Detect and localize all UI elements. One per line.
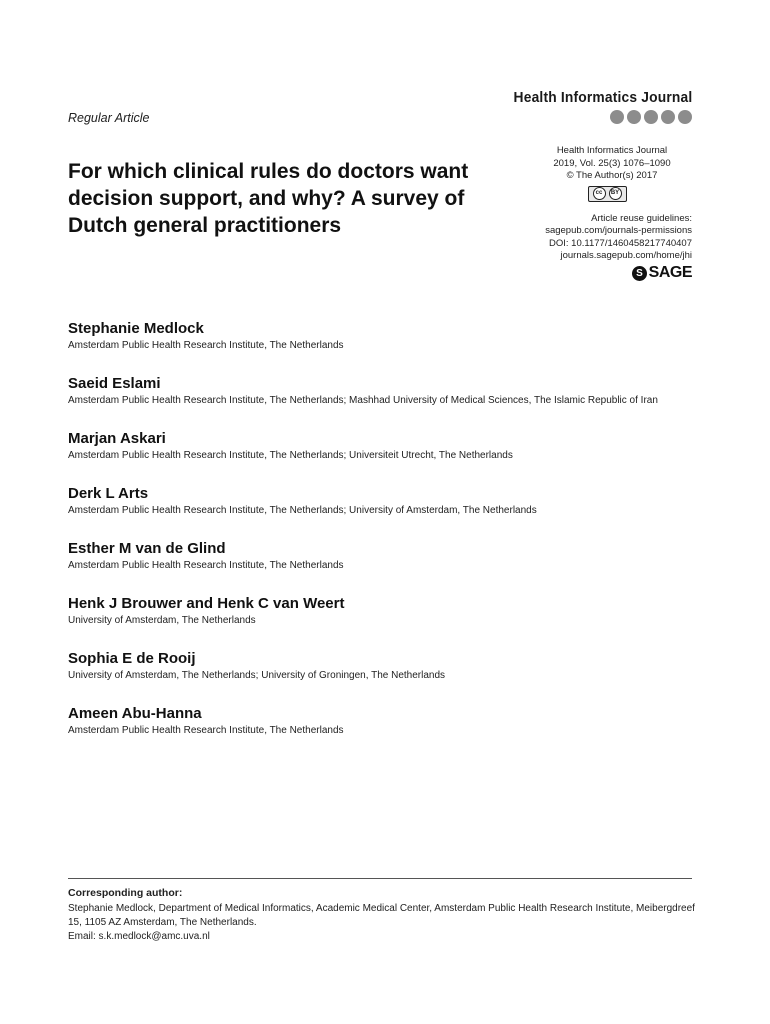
author-name: Sophia E de Rooij [68,650,196,667]
author-name: Esther M van de Glind [68,540,226,557]
dot-icon [610,110,624,124]
author-affiliation: University of Amsterdam, The Netherlands [68,615,256,626]
author-name: Derk L Arts [68,485,149,502]
sage-logo [632,263,692,281]
author-entry [68,650,708,683]
author-entry [68,320,708,353]
author-affiliation: Amsterdam Public Health Research Institute, The Netherlands [68,340,344,351]
sage-mark-icon: S [632,266,647,281]
meta-reuse-label: Article reuse guidelines: [591,212,692,224]
author-name: Marjan Askari [68,430,166,447]
journal-name-header: Health Informatics Journal [513,89,692,106]
meta-copyright: © The Author(s) 2017 [566,170,658,181]
author-affiliation: Amsterdam Public Health Research Institute, The Netherlands; University of Amsterdam, The Netherlands [68,505,537,516]
author-entry [68,430,708,463]
article-meta [452,145,692,281]
meta-citation: 2019, Vol. 25(3) 1076–1090 [553,157,671,169]
author-entry [68,375,708,408]
author-entry [68,595,708,628]
attribution-icon: BY [609,187,622,200]
author-affiliation: University of Amsterdam, The Netherlands; University of Groningen, The Netherlands [68,670,446,681]
author-entry [68,485,708,518]
author-affiliation: Amsterdam Public Health Research Institute, The Netherlands [68,725,344,736]
author-entry [68,705,708,738]
author-affiliation: Amsterdam Public Health Research Institute, The Netherlands [68,560,344,571]
meta-citation-block [532,145,692,205]
author-list [68,320,708,760]
dot-icon [678,110,692,124]
author-name: Ameen Abu-Hanna [68,705,202,722]
author-entry [68,540,708,573]
dot-icon [627,110,641,124]
cc-icon: cc [593,187,606,200]
footnote-divider [68,878,692,879]
author-affiliation: Amsterdam Public Health Research Institute, The Netherlands; Mashhad University of Medical Sciences, The Islamic Republic of Iran [68,395,658,406]
corresponding-author-email[interactable]: Email: s.k.medlock@amc.uva.nl [68,931,210,942]
author-name: Henk J Brouwer and Henk C van Weert [68,595,345,612]
meta-reuse-link[interactable]: sagepub.com/journals-permissions [545,225,692,236]
author-name: Saeid Eslami [68,375,161,392]
meta-journal: Health Informatics Journal [556,145,668,156]
dot-icon [661,110,675,124]
article-title: For which clinical rules do doctors want decision support, and why? A survey of Dutch general practitioners [68,160,469,237]
corresponding-author [68,886,698,944]
article-type: Regular Article [68,111,150,125]
author-affiliation: Amsterdam Public Health Research Institute, The Netherlands; Universiteit Utrecht, The Netherlands [68,450,513,461]
dot-icon [644,110,658,124]
corresponding-author-label: Corresponding author: [68,887,183,899]
meta-doi[interactable]: DOI: 10.1177/1460458217740407 [549,237,692,249]
corresponding-author-address: Stephanie Medlock, Department of Medical Informatics, Academic Medical Center, Amsterdam Public Health Research Institute, Meibergdreef 15, 1105 AZ Amsterdam, The Netherlands. [68,903,695,928]
journal-dots-decoration [610,110,692,124]
sage-logo-text: SAGE [648,263,692,281]
meta-journal-link[interactable]: journals.sagepub.com/home/jhi [560,250,692,261]
author-name: Stephanie Medlock [68,320,204,337]
cc-license-badge[interactable] [588,186,627,202]
